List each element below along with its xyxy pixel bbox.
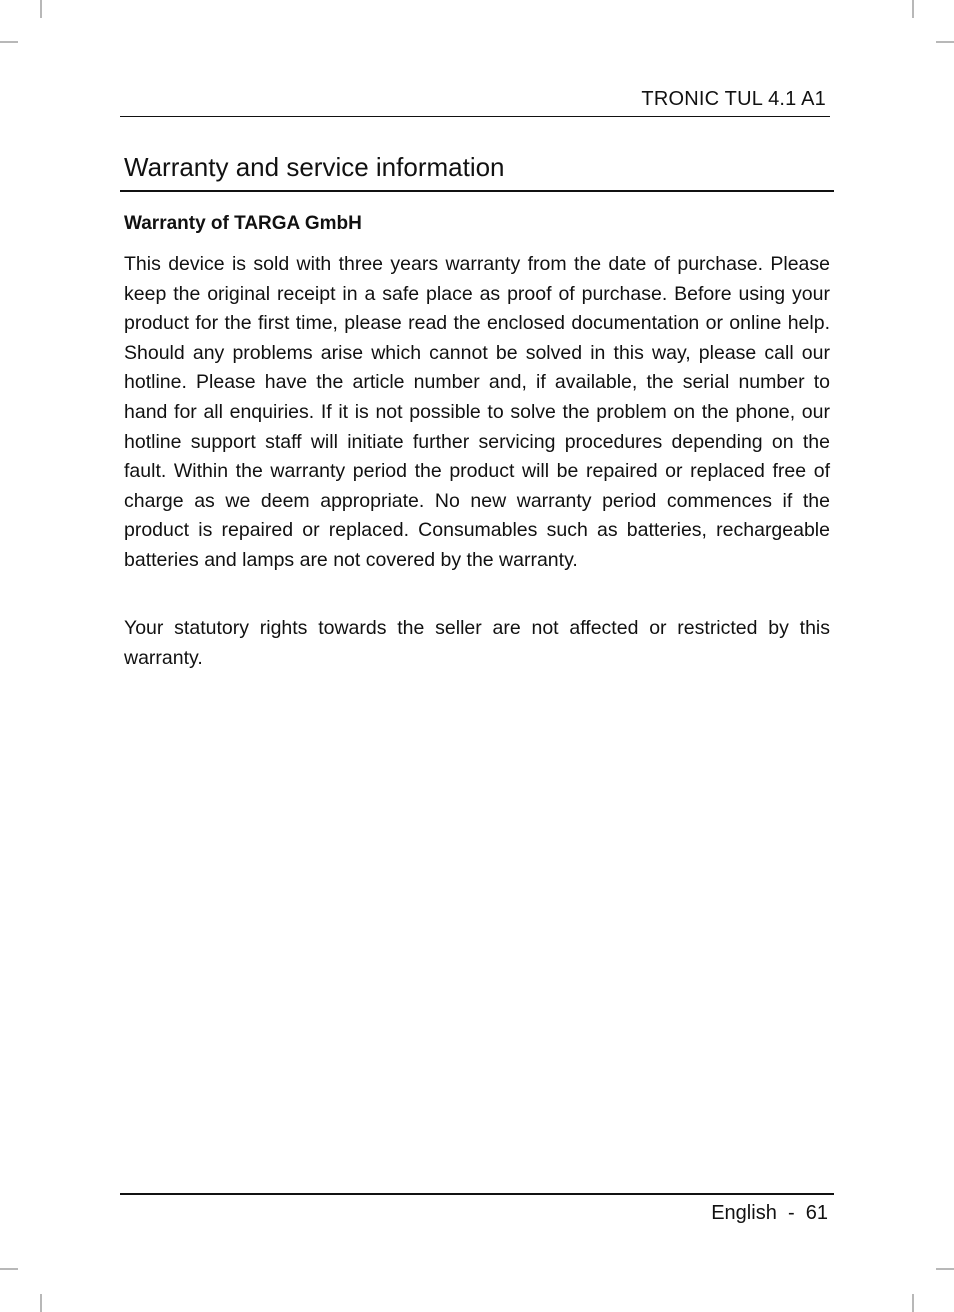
paragraph-warranty-terms: This device is sold with three years warranty from the date of purchase. Please keep the original receipt in a safe place as proof of purchase. Before using your product for the first time, please read the enclosed documentation or online help. Should any problems arise which cannot be solved in this way, please call our hotline. Please have the article number and, if available, the serial number to hand for all enquiries. If it is not possible to solve the problem on the phone, our hotline support staff will initiate further servicing procedures depending on the fault. Within the warranty period the product will be repaired or replaced free of charge as we deem appropriate. No new warranty period commences if the product is repaired or replaced. Consumables such as batteries, rechargeable batteries and lamps are not covered by the warranty. [124, 253, 830, 571]
footer-rule [120, 1193, 834, 1195]
footer-language: English [711, 1202, 777, 1224]
crop-mark [0, 1268, 18, 1270]
crop-mark [936, 1268, 954, 1270]
page-number: 61 [805, 1202, 828, 1224]
section-title: Warranty and service information [124, 152, 505, 182]
crop-mark [936, 41, 954, 43]
crop-mark [912, 1294, 914, 1312]
crop-mark [912, 0, 914, 18]
paragraph-statutory-rights: Your statutory rights towards the seller are not affected or restricted by this warranty. [124, 617, 830, 669]
footer-separator: - [787, 1202, 795, 1224]
crop-mark [40, 1294, 42, 1312]
running-header: TRONIC TUL 4.1 A1 [641, 88, 826, 110]
crop-mark [40, 0, 42, 18]
page-footer [711, 1202, 828, 1225]
section-rule [120, 190, 834, 192]
header-rule [120, 116, 830, 117]
crop-mark [0, 41, 18, 43]
subheading: Warranty of TARGA GmbH [124, 213, 362, 234]
